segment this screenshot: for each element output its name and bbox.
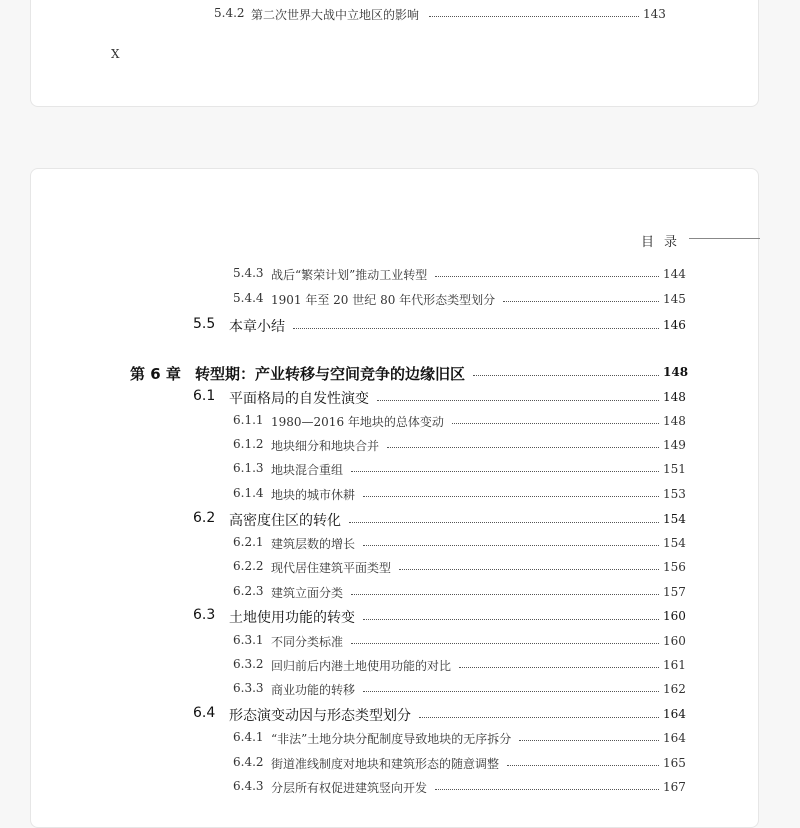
toc-subsection-entry[interactable] [31, 410, 758, 432]
toc-dot-leader [399, 569, 659, 570]
toc-entry-title: 回归前后内港土地使用功能的对比 [271, 659, 452, 673]
toc-entry-title: 形态演变动因与形态类型划分 [229, 708, 411, 724]
toc-entry-number: 6.4.2 [233, 755, 264, 769]
toc-entry-title: 本章小结 [229, 319, 285, 335]
toc-dot-leader [429, 16, 639, 17]
toc-subsection-entry[interactable] [31, 752, 758, 774]
toc-dot-leader [507, 765, 659, 766]
toc-entry-number: 6.3.1 [233, 633, 264, 647]
toc-entry-title: 地块的城市休耕 [271, 488, 356, 502]
toc-page-number: 162 [663, 682, 686, 696]
toc-entry-number: 6.4.1 [233, 730, 264, 744]
toc-entry-title: 不同分类标准 [271, 635, 344, 649]
toc-dot-leader [519, 740, 659, 741]
toc-entry-title: 商业功能的转移 [271, 683, 356, 697]
toc-subsection-entry[interactable] [31, 556, 758, 578]
toc-dot-leader [293, 328, 659, 329]
toc-dot-leader [349, 522, 659, 523]
toc-page-number: 154 [663, 536, 686, 550]
toc-dot-leader [435, 789, 659, 790]
toc-dot-leader [435, 276, 659, 277]
toc-page-number: 157 [663, 585, 686, 599]
toc-page-top [30, 0, 759, 107]
toc-subsection-entry[interactable] [31, 288, 758, 310]
toc-entry-title: 建筑层数的增长 [271, 537, 356, 551]
toc-entry-number: 6.4.3 [233, 779, 264, 793]
toc-entry-number: 5.4.2 [214, 6, 245, 20]
toc-page-number: 160 [663, 609, 686, 623]
toc-chapter-entry[interactable] [31, 361, 758, 383]
toc-dot-leader [473, 375, 659, 376]
toc-page-number: 153 [663, 487, 686, 501]
toc-page-number: 167 [663, 780, 686, 794]
toc-section-entry[interactable] [31, 508, 758, 530]
toc-page-number: 148 [663, 390, 686, 404]
running-head: 目录 [641, 235, 688, 250]
toc-subsection-entry[interactable] [31, 532, 758, 554]
toc-entry-number: 5.4.4 [233, 291, 264, 305]
toc-dot-leader [351, 643, 659, 644]
toc-entry-title: 地块细分和地块合并 [271, 439, 380, 453]
toc-dot-leader [459, 667, 659, 668]
toc-dot-leader [363, 619, 659, 620]
toc-section-entry[interactable] [31, 605, 758, 627]
toc-subsection-entry[interactable] [31, 483, 758, 505]
toc-page-number: 146 [663, 318, 686, 332]
toc-page-number: 148 [663, 414, 686, 428]
toc-subsection-entry[interactable] [31, 654, 758, 676]
toc-entry-number: 6.2 [193, 510, 216, 526]
toc-entry-number: 5.4.3 [233, 266, 264, 280]
toc-entry-number: 6.1.3 [233, 461, 264, 475]
toc-entry-title: 现代居住建筑平面类型 [271, 561, 392, 575]
toc-subsection-entry[interactable] [31, 630, 758, 652]
toc-dot-leader [452, 423, 659, 424]
toc-entry-title: 1980—2016 年地块的总体变动 [271, 415, 444, 429]
toc-entry-number: 第 6 章 [130, 365, 181, 383]
toc-section-entry[interactable] [31, 386, 758, 408]
toc-page-number: 165 [663, 756, 686, 770]
toc-subsection-entry[interactable] [31, 727, 758, 749]
toc-page-number: 164 [663, 731, 686, 745]
toc-entry-number: 6.2.2 [233, 559, 264, 573]
toc-entry-number: 6.2.1 [233, 535, 264, 549]
toc-subsection-entry[interactable] [31, 678, 758, 700]
toc-page-number: 151 [663, 462, 686, 476]
toc-page-number: 149 [663, 438, 686, 452]
toc-page-number: 148 [663, 365, 689, 379]
toc-page-number: 143 [643, 7, 666, 21]
toc-entry-number: 6.3.2 [233, 657, 264, 671]
toc-dot-leader [419, 717, 659, 718]
toc-page-number: 160 [663, 634, 686, 648]
toc-entry-title: 土地使用功能的转变 [229, 610, 355, 626]
toc-entry-title: 转型期：产业转移与空间竞争的边缘旧区 [195, 365, 466, 383]
toc-page-number: 154 [663, 512, 686, 526]
toc-entry-number: 6.3.3 [233, 681, 264, 695]
toc-page-number: 161 [663, 658, 686, 672]
toc-dot-leader [351, 594, 659, 595]
toc-dot-leader [363, 545, 659, 546]
toc-entry-number: 6.4 [193, 705, 216, 721]
page-folio: X [111, 47, 120, 61]
toc-dot-leader [377, 400, 659, 401]
toc-entry-title: 1901 年至 20 世纪 80 年代形态类型划分 [271, 293, 496, 307]
toc-subsection-entry[interactable] [31, 458, 758, 480]
toc-subsection-entry[interactable] [31, 3, 758, 25]
toc-entry-title: 第二次世界大战中立地区的影响 [251, 8, 420, 22]
toc-entry-title: “非法”土地分块分配制度导致地块的无序拆分 [271, 732, 512, 746]
toc-entry-number: 6.3 [193, 607, 216, 623]
toc-page-number: 145 [663, 292, 686, 306]
toc-subsection-entry[interactable] [31, 263, 758, 285]
toc-entry-number: 6.1.1 [233, 413, 264, 427]
toc-entry-number: 6.1 [193, 388, 216, 404]
toc-dot-leader [387, 447, 659, 448]
toc-page-number: 156 [663, 560, 686, 574]
toc-page-number: 144 [663, 267, 686, 281]
toc-entry-title: 平面格局的自发性演变 [229, 391, 369, 407]
toc-dot-leader [363, 691, 659, 692]
toc-entry-title: 高密度住区的转化 [229, 513, 341, 529]
toc-page-bottom [30, 168, 759, 828]
toc-entry-title: 地块混合重组 [271, 463, 344, 477]
toc-dot-leader [363, 496, 659, 497]
toc-entry-title: 建筑立面分类 [271, 586, 344, 600]
toc-dot-leader [503, 301, 659, 302]
toc-dot-leader [351, 471, 659, 472]
toc-subsection-entry[interactable] [31, 581, 758, 603]
toc-entry-title: 街道准线制度对地块和建筑形态的随意调整 [271, 757, 500, 771]
toc-page-number: 164 [663, 707, 686, 721]
toc-entry-title: 分层所有权促进建筑竖向开发 [271, 781, 428, 795]
toc-subsection-entry[interactable] [31, 434, 758, 456]
toc-entry-title: 战后“繁荣计划”推动工业转型 [271, 268, 428, 282]
toc-entry-number: 6.1.2 [233, 437, 264, 451]
toc-entry-number: 6.1.4 [233, 486, 264, 500]
running-head-rule [689, 238, 760, 239]
toc-entry-number: 5.5 [193, 316, 216, 332]
toc-section-entry[interactable] [31, 314, 758, 336]
toc-entry-number: 6.2.3 [233, 584, 264, 598]
toc-section-entry[interactable] [31, 703, 758, 725]
toc-subsection-entry[interactable] [31, 776, 758, 798]
